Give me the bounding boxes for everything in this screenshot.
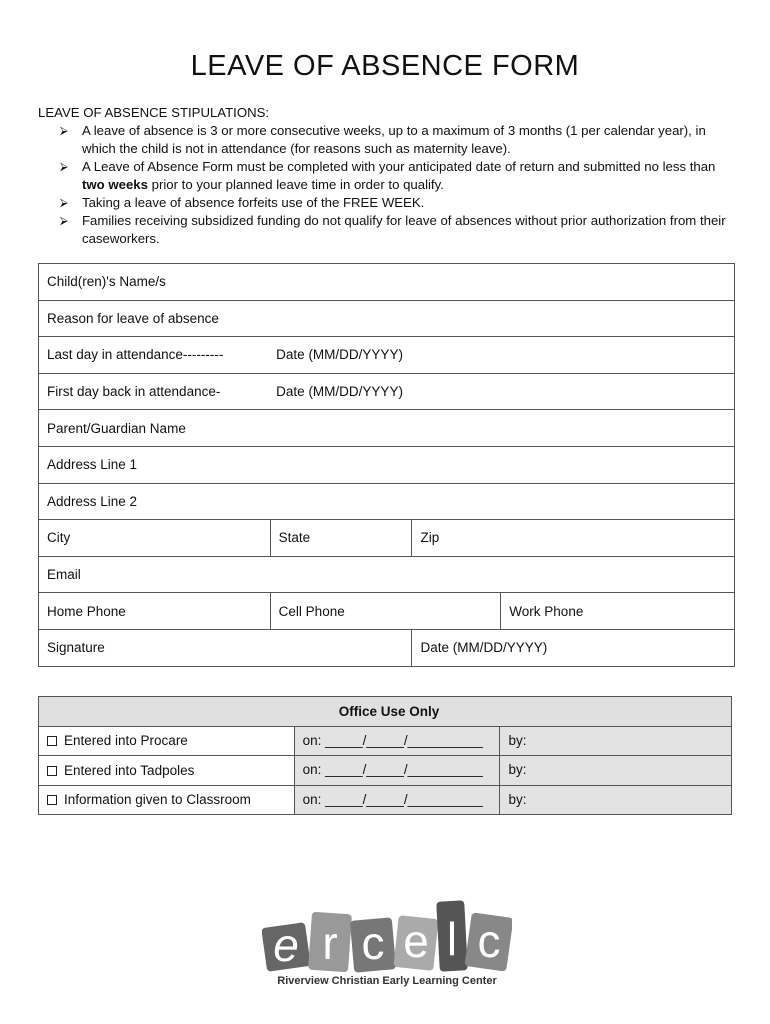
address-line-2-field[interactable]: Address Line 2: [39, 483, 735, 520]
address-line-1-field[interactable]: Address Line 1: [39, 446, 735, 483]
first-day-date-field[interactable]: Date (MM/DD/YYYY): [270, 373, 734, 410]
office-use-heading: Office Use Only: [39, 697, 732, 727]
procare-checkbox[interactable]: Entered into Procare: [39, 726, 295, 756]
signature-date-field[interactable]: Date (MM/DD/YYYY): [412, 629, 735, 666]
arrow-bullet-icon: ⮚: [60, 161, 68, 173]
arrow-bullet-icon: ⮚: [60, 215, 68, 227]
form-title: LEAVE OF ABSENCE FORM: [190, 50, 580, 82]
reason-field[interactable]: Reason for leave of absence: [39, 300, 735, 337]
arrow-bullet-icon: ⮚: [60, 125, 68, 137]
stipulation-item: ⮚ Taking a leave of absence forfeits use of the FREE WEEK.: [60, 195, 425, 210]
logo-letter: l: [446, 913, 458, 965]
stipulation-item: ⮚ A Leave of Absence Form must be completed with your anticipated date of return and submitted no less than two weeks prior to your planned leave time in order to qualify.: [60, 159, 716, 192]
table-row: [39, 726, 732, 756]
email-field[interactable]: Email: [39, 556, 735, 593]
stipulation-item: ⮚ A leave of absence is 3 or more consecutive weeks, up to a maximum of 3 months (1 per calendar year), in which the child is not in attendance (for reasons such as maternity leave).: [60, 123, 706, 156]
arrow-bullet-icon: ⮚: [60, 197, 68, 209]
checkbox-icon: [47, 736, 57, 746]
work-phone-field[interactable]: Work Phone: [501, 593, 735, 630]
stipulations-list: [38, 122, 738, 248]
procare-on-date[interactable]: on: _____/_____/__________: [294, 726, 500, 756]
logo-letter: e: [273, 919, 299, 971]
logo-letter: e: [403, 915, 429, 967]
last-day-label: Last day in attendance---------: [39, 337, 271, 374]
signature-field[interactable]: Signature: [39, 629, 412, 666]
office-use-table: [38, 696, 732, 815]
checkbox-icon: [47, 795, 57, 805]
logo-letter: c: [361, 917, 385, 969]
classroom-on-date[interactable]: on: _____/_____/__________: [294, 785, 500, 815]
first-day-label: First day back in attendance-: [39, 373, 271, 410]
city-field[interactable]: City: [39, 520, 271, 557]
logo-letter: r: [322, 917, 338, 969]
table-row: [39, 756, 732, 786]
logo-letter: c: [477, 915, 501, 967]
leave-form-table: [38, 263, 735, 667]
classroom-by[interactable]: by:: [500, 785, 732, 815]
stipulation-item: ⮚ Families receiving subsidized funding do not qualify for leave of absences without prior authorization from their caseworkers.: [60, 213, 726, 246]
guardian-name-field[interactable]: Parent/Guardian Name: [39, 410, 735, 447]
cell-phone-field[interactable]: Cell Phone: [270, 593, 501, 630]
tadpoles-by[interactable]: by:: [500, 756, 732, 786]
table-row: [39, 785, 732, 815]
state-field[interactable]: State: [270, 520, 412, 557]
tadpoles-checkbox[interactable]: Entered into Tadpoles: [39, 756, 295, 786]
home-phone-field[interactable]: Home Phone: [39, 593, 271, 630]
logo-caption: Riverview Christian Early Learning Center: [277, 975, 497, 987]
zip-field[interactable]: Zip: [412, 520, 735, 557]
classroom-checkbox[interactable]: Information given to Classroom: [39, 785, 295, 815]
tadpoles-on-date[interactable]: on: _____/_____/__________: [294, 756, 500, 786]
procare-by[interactable]: by:: [500, 726, 732, 756]
stipulations-section: [38, 104, 738, 248]
checkbox-icon: [47, 766, 57, 776]
last-day-date-field[interactable]: Date (MM/DD/YYYY): [270, 337, 734, 374]
child-name-field[interactable]: Child(ren)'s Name/s: [39, 264, 735, 301]
stipulations-heading: LEAVE OF ABSENCE STIPULATIONS:: [38, 105, 270, 120]
